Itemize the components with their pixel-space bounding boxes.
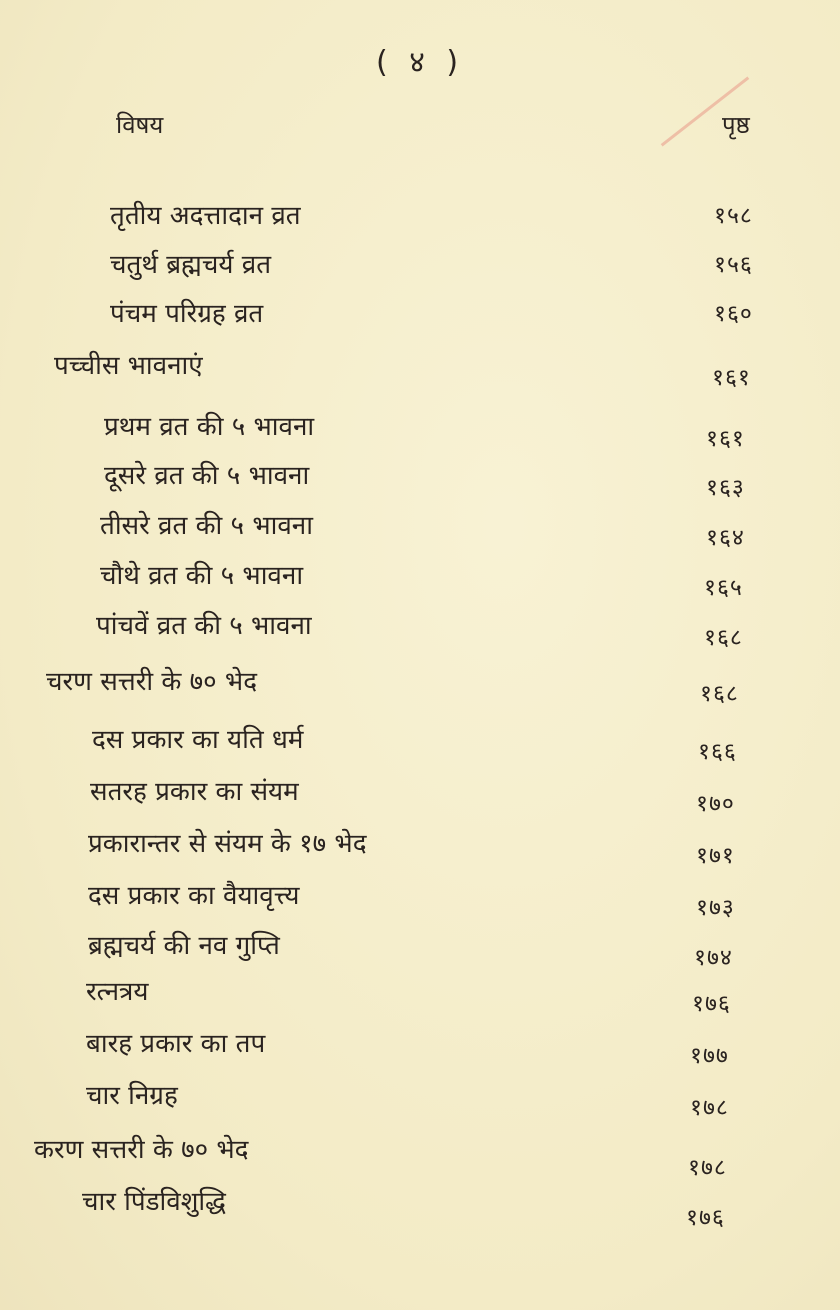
toc-row: [0, 1076, 840, 1121]
toc-section: पच्चीस भावनाएं: [54, 351, 203, 381]
toc-page: १७३: [696, 895, 735, 921]
toc-row: [0, 772, 840, 817]
toc-row: [0, 662, 840, 707]
toc-page: १६६: [698, 739, 737, 765]
toc-entry: सतरह प्रकार का संयम: [90, 777, 299, 807]
toc-entry: प्रकारान्तर से संयम के १७ भेद: [88, 829, 367, 859]
toc-entry: तीसरे व्रत की ५ भावना: [100, 511, 313, 541]
toc-row: [0, 824, 840, 869]
toc-row: [0, 1130, 840, 1181]
toc-page: १५६: [714, 252, 753, 278]
toc-page: १६४: [706, 525, 745, 551]
toc-row: [0, 606, 840, 651]
toc-row: [0, 294, 840, 334]
toc-section: चरण सत्तरी के ७० भेद: [46, 667, 258, 697]
toc-row: [0, 196, 840, 236]
toc-entry: तृतीय अदत्तादान व्रत: [110, 201, 301, 231]
toc-entry: ब्रह्मचर्य की नव गुप्ति: [88, 931, 280, 961]
toc-row: [0, 456, 840, 501]
toc-entry: प्रथम व्रत की ५ भावना: [104, 412, 315, 442]
toc-entry: चार पिंडविशुद्धि: [82, 1187, 226, 1217]
toc-entry: चार निग्रह: [86, 1081, 178, 1111]
toc-page: १५८: [714, 203, 753, 229]
toc-entry: बारह प्रकार का तप: [86, 1029, 266, 1059]
toc-entry: चौथे व्रत की ५ भावना: [100, 561, 304, 591]
toc-row: [0, 1182, 840, 1231]
toc-page: १७०: [696, 791, 735, 817]
toc-page: १६१: [712, 365, 751, 391]
toc-row: [0, 720, 840, 765]
toc-row: [0, 407, 840, 452]
toc-page: १६५: [704, 575, 743, 601]
toc-row: [0, 245, 840, 285]
toc-page: १६८: [704, 625, 743, 651]
toc-entry: दस प्रकार का वैयावृत्त्य: [88, 881, 300, 911]
toc-entry: रत्नत्रय: [86, 977, 149, 1007]
toc-page: १६३: [706, 475, 745, 501]
toc-row: [0, 876, 840, 921]
page-number: ( ४ ): [375, 45, 465, 80]
toc-page: १७४: [694, 945, 733, 971]
toc-entry: पंचम परिग्रह व्रत: [110, 299, 264, 329]
toc-page: १७१: [696, 843, 735, 869]
toc-page: १६८: [700, 681, 739, 707]
toc-section: करण सत्तरी के ७० भेद: [34, 1135, 249, 1165]
toc-entry: पांचवें व्रत की ५ भावना: [96, 611, 312, 641]
toc-row: [0, 926, 840, 971]
toc-page: १७७: [690, 1043, 729, 1069]
toc-entry: चतुर्थ ब्रह्मचर्य व्रत: [110, 250, 272, 280]
toc-row: [0, 346, 840, 391]
toc-page: १६१: [706, 426, 745, 452]
header-subject: विषय: [116, 111, 164, 139]
toc-page: १७६: [692, 991, 731, 1017]
toc-page: १७६: [686, 1205, 725, 1231]
toc-page: १७८: [690, 1095, 729, 1121]
toc-page: १७८: [688, 1155, 727, 1181]
toc-row: [0, 506, 840, 551]
toc-row: [0, 556, 840, 601]
toc-entry: दस प्रकार का यति धर्म: [92, 725, 304, 755]
toc-row: [0, 972, 840, 1017]
toc-page: १६०: [714, 301, 753, 327]
toc-entry: दूसरे व्रत की ५ भावना: [104, 461, 310, 491]
header-page: पृष्ठ: [722, 111, 750, 139]
toc-row: [0, 1024, 840, 1069]
